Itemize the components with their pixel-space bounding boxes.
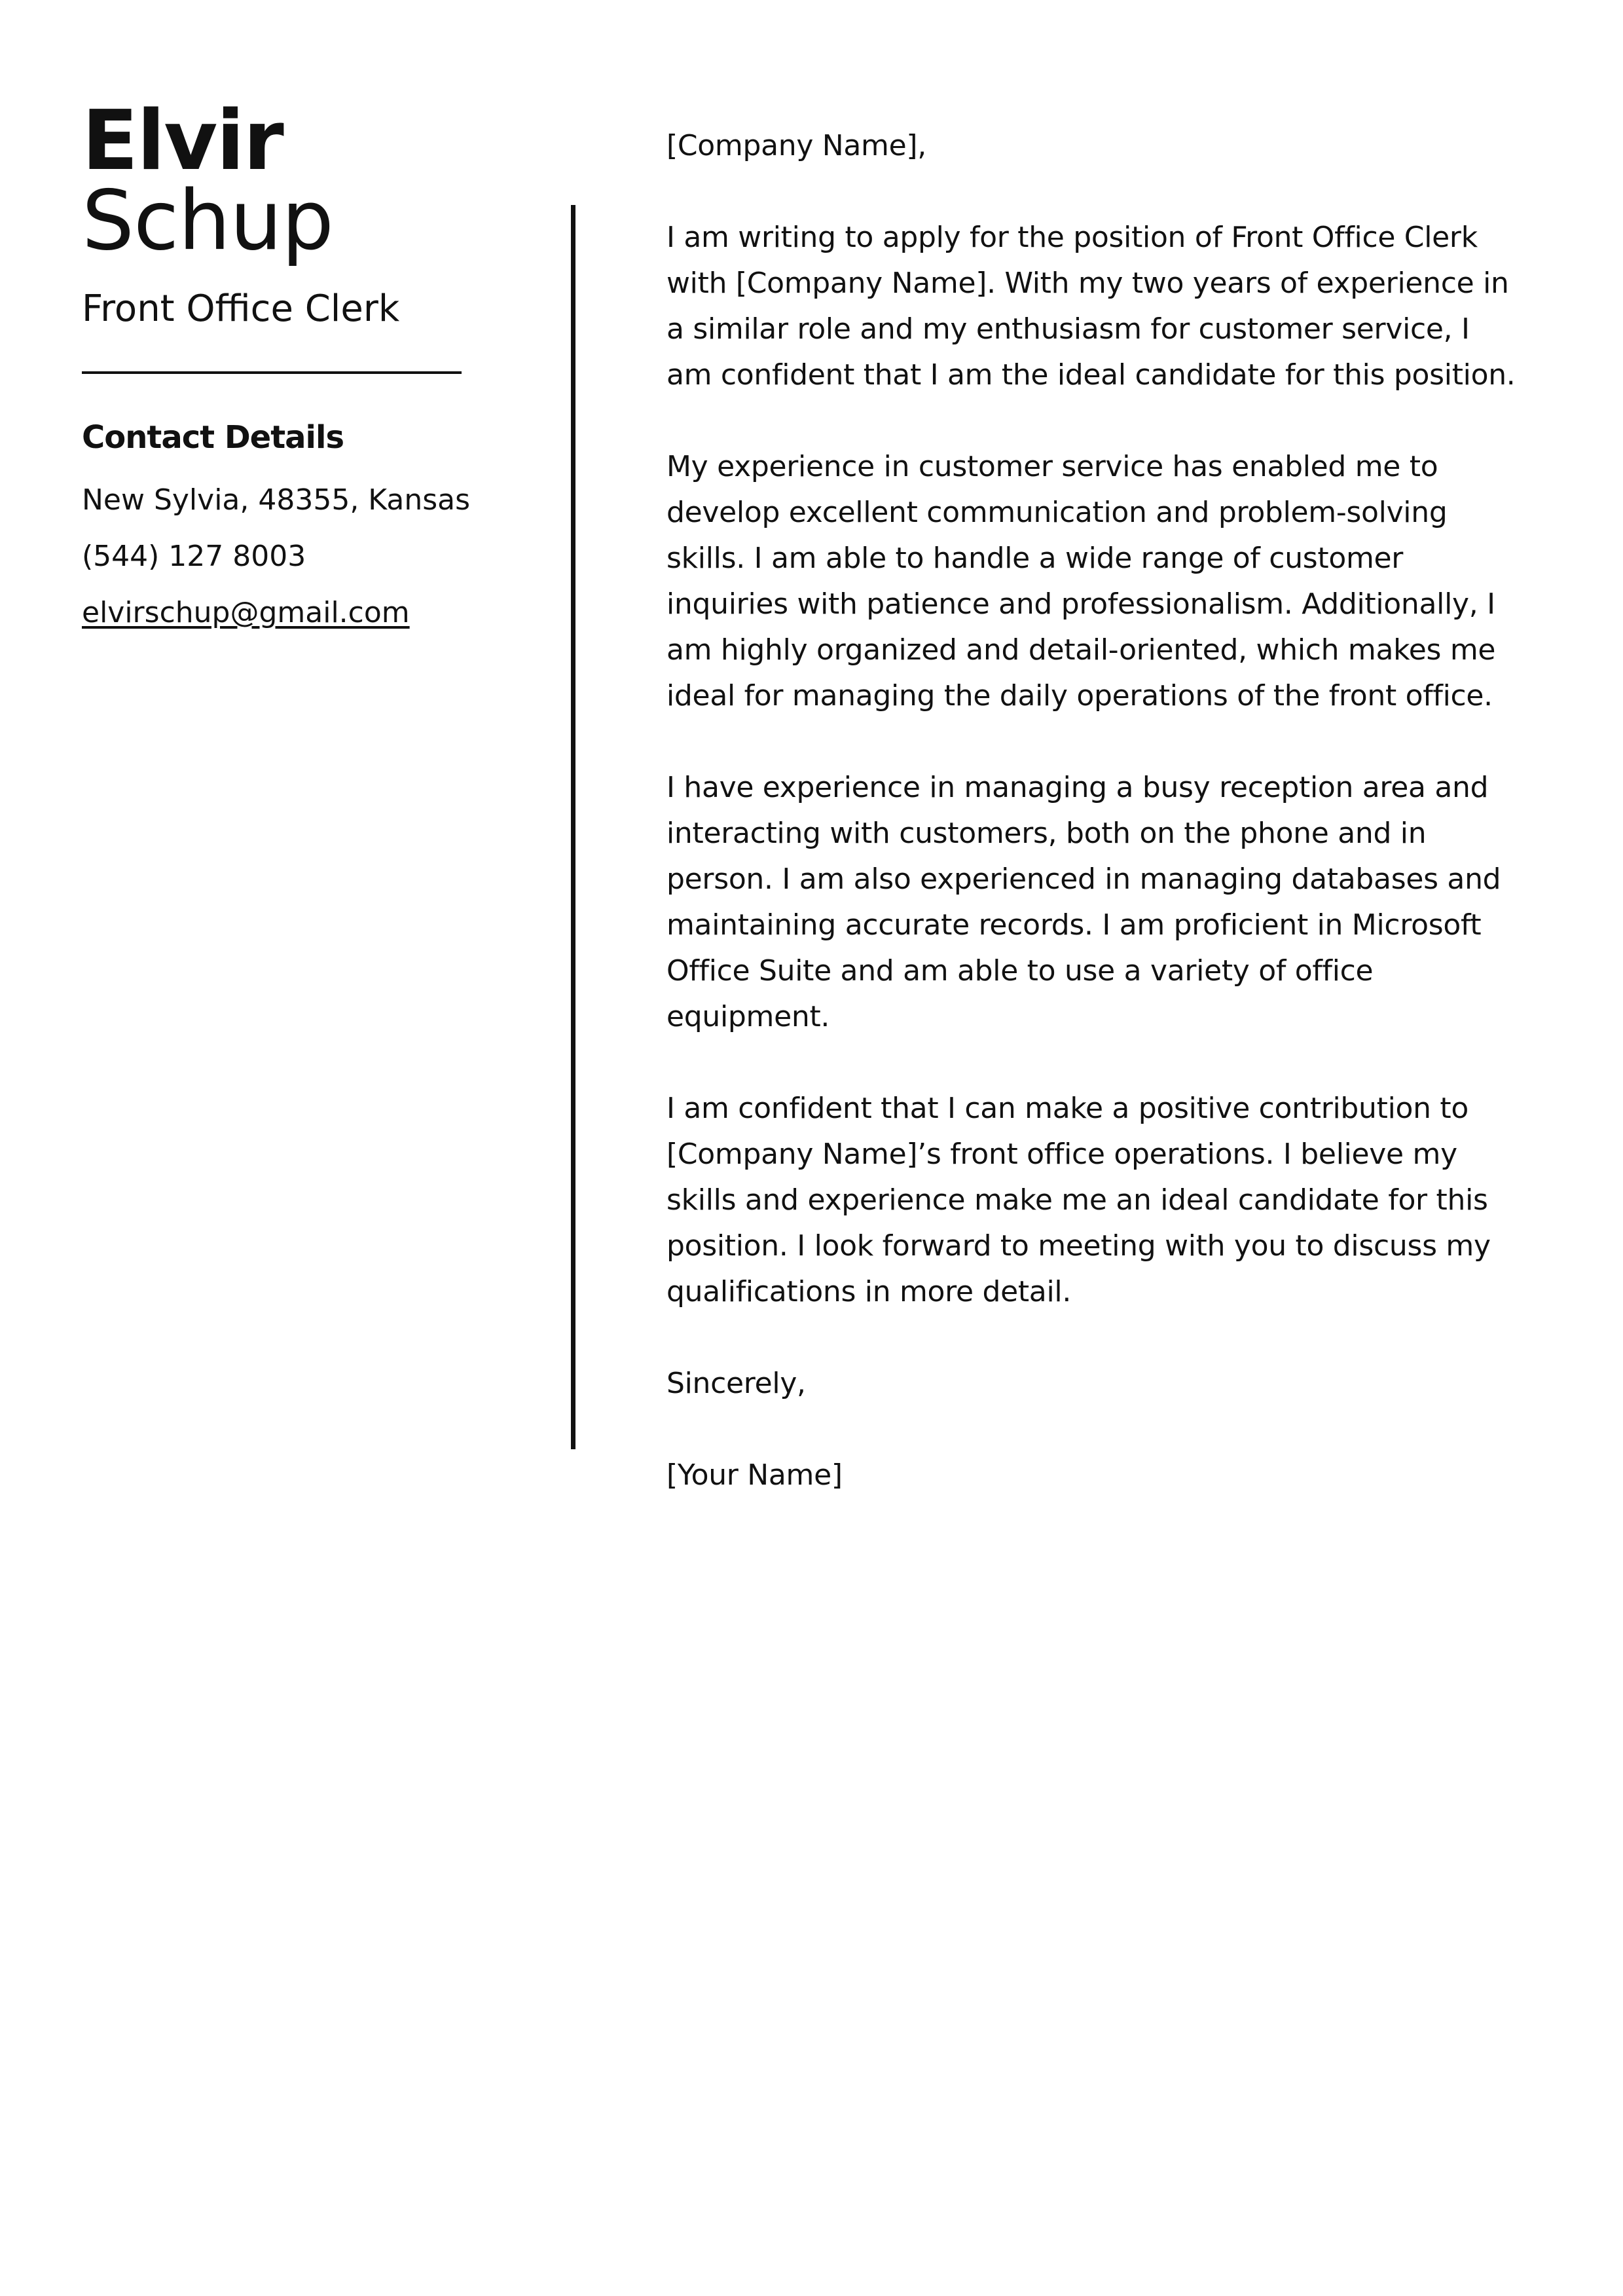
first-name: Elvir [82,92,283,189]
letter-paragraph: My experience in customer service has enabled me to develop excellent communication and problem-solving skills. I am able to handle a wide range of customer inquiries with patience and professionalism. Additionally, I am highly organized and detail-oriented, which makes me ideal for managing the daily operations of the front office. [666,450,1496,713]
vertical-divider [571,205,575,1449]
contact-phone: (544) 127 8003 [82,540,306,573]
contact-email-link[interactable]: elvirschup@gmail.com [82,596,410,629]
letter-paragraph: I am writing to apply for the position of Front Office Clerk with [Company Name]. With my two years of experience in a similar role and my enthusiasm for customer service, I am confident that I am the ideal candidate for this position. [666,221,1516,392]
letter-body [666,123,1518,1498]
title-divider [82,371,462,374]
letter-signature: [Your Name] [666,1458,843,1492]
contact-address: New Sylvia, 48355, Kansas [82,483,471,517]
letter-salutation: [Company Name], [666,129,926,162]
last-name: Schup [82,172,333,268]
letter-closing: Sincerely, [666,1367,806,1400]
letter-paragraph: I am confident that I can make a positive contribution to [Company Name]’s front office operations. I believe my skills and experience make me an ideal candidate for this position. I look forward to meeting with you to discuss my qualifications in more detail. [666,1092,1491,1308]
contact-heading: Contact Details [82,419,344,456]
job-title: Front Office Clerk [82,287,400,330]
letter-paragraph: I have experience in managing a busy reception area and interacting with customers, both on the phone and in person. I am also experienced in managing databases and maintaining accurate records. I am proficient in Microsoft Office Suite and am able to use a variety of office equipment. [666,771,1501,1033]
